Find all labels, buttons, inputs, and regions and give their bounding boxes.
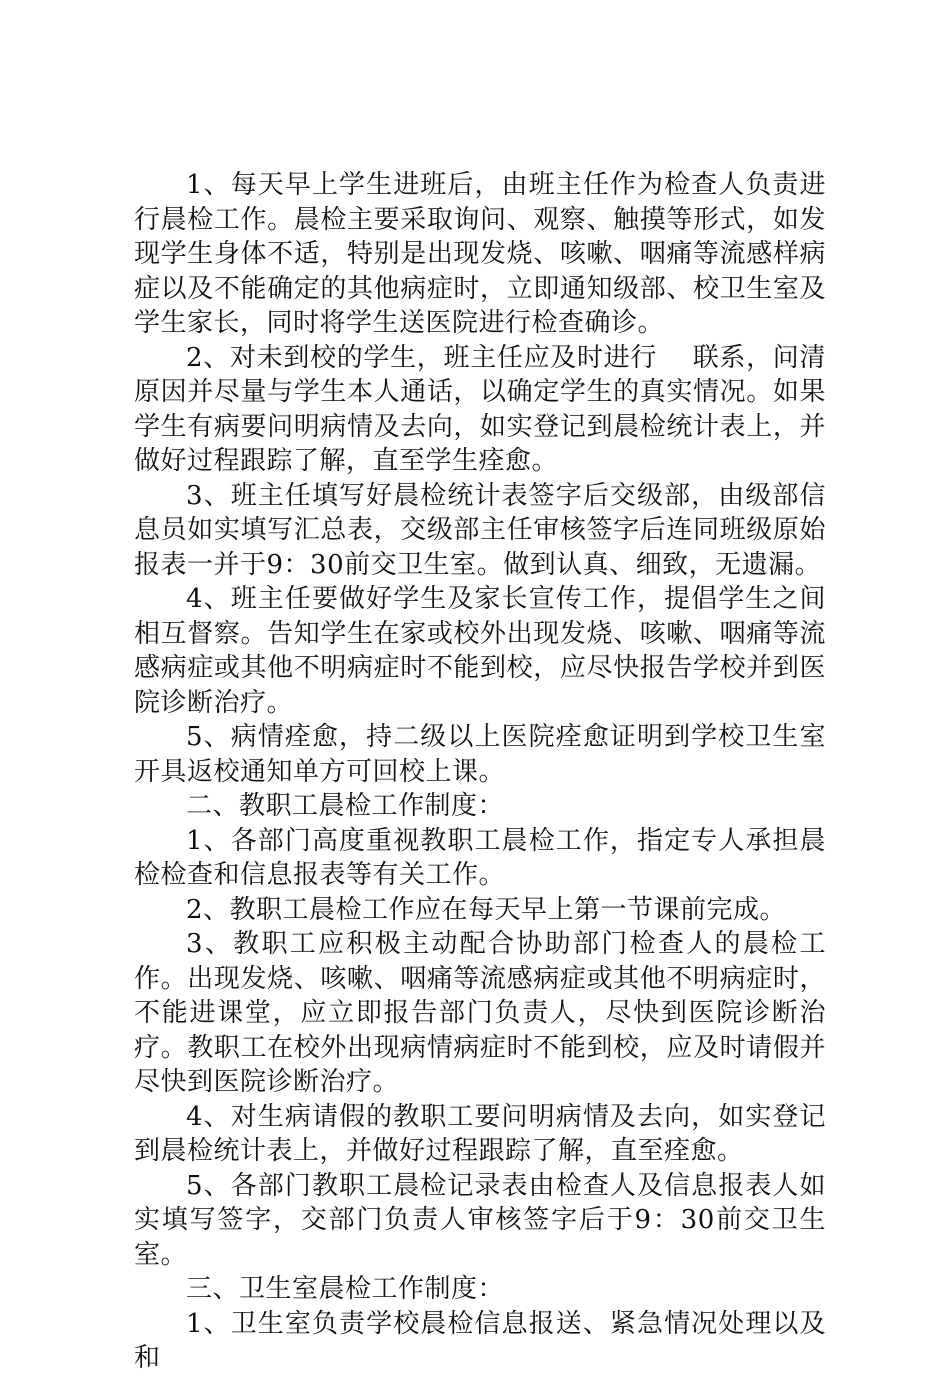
paragraph-student-4: 4、班主任要做好学生及家长宣传工作，提倡学生之间相互督察。告知学生在家或校外出现发烧、咳嗽、咽痛等流感病症或其他不明病症时不能到校，应尽快报告学校并到医院诊断治疗。 xyxy=(134,584,826,718)
paragraph-student-1: 1、每天早上学生进班后，由班主任作为检查人负责进行晨检工作。晨检主要采取询问、观察、触摸等形式，如发现学生身体不适，特别是出现发烧、咳嗽、咽痛等流感样病症以及不能确定的其他病症时，立即通知级部、校卫生室及学生家长，同时将学生送医院进行检查确诊。 xyxy=(134,170,826,338)
paragraph-staff-4: 4、对生病请假的教职工要问明病情及去向，如实登记到晨检统计表上，并做好过程跟踪了解，直至痊愈。 xyxy=(134,1101,826,1166)
document-body xyxy=(134,168,826,1376)
paragraph-staff-1: 1、各部门高度重视教职工晨检工作，指定专人承担晨检检查和信息报表等有关工作。 xyxy=(134,825,826,890)
paragraph-clinic-1: 1、卫生室负责学校晨检信息报送、紧急情况处理以及和 xyxy=(134,1308,826,1373)
paragraph-student-2: 2、对未到校的学生，班主任应及时进行 联系，问清原因并尽量与学生本人通话，以确定学生的真实情况。如果学生有病要问明病情及去向，如实登记到晨检统计表上，并做好过程跟踪了解，直至学生痊愈。 xyxy=(134,342,826,476)
paragraph-staff-5: 5、各部门教职工晨检记录表由检查人及信息报表人如实填写签字，交部门负责人审核签字后于9：30前交卫生室。 xyxy=(134,1170,826,1270)
paragraph-student-5: 5、病情痊愈，持二级以上医院痊愈证明到学校卫生室开具返校通知单方可回校上课。 xyxy=(134,722,826,787)
paragraph-student-3: 3、班主任填写好晨检统计表签字后交级部，由级部信息员如实填写汇总表，交级部主任审核签字后连同班级原始报表一并于9：30前交卫生室。做到认真、细致，无遗漏。 xyxy=(134,480,826,580)
section-heading-clinic: 三、卫生室晨检工作制度： xyxy=(186,1274,505,1304)
paragraph-staff-3: 3、教职工应积极主动配合协助部门检查人的晨检工作。出现发烧、咳嗽、咽痛等流感病症或其他不明病症时，不能进课堂，应立即报告部门负责人，尽快到医院诊断治疗。教职工在校外出现病情病症时不能到校，应及时请假并尽快到医院诊断治疗。 xyxy=(134,929,826,1097)
paragraph-staff-2: 2、教职工晨检工作应在每天早上第一节课前完成。 xyxy=(186,894,787,925)
section-heading-staff: 二、教职工晨检工作制度： xyxy=(186,791,505,821)
